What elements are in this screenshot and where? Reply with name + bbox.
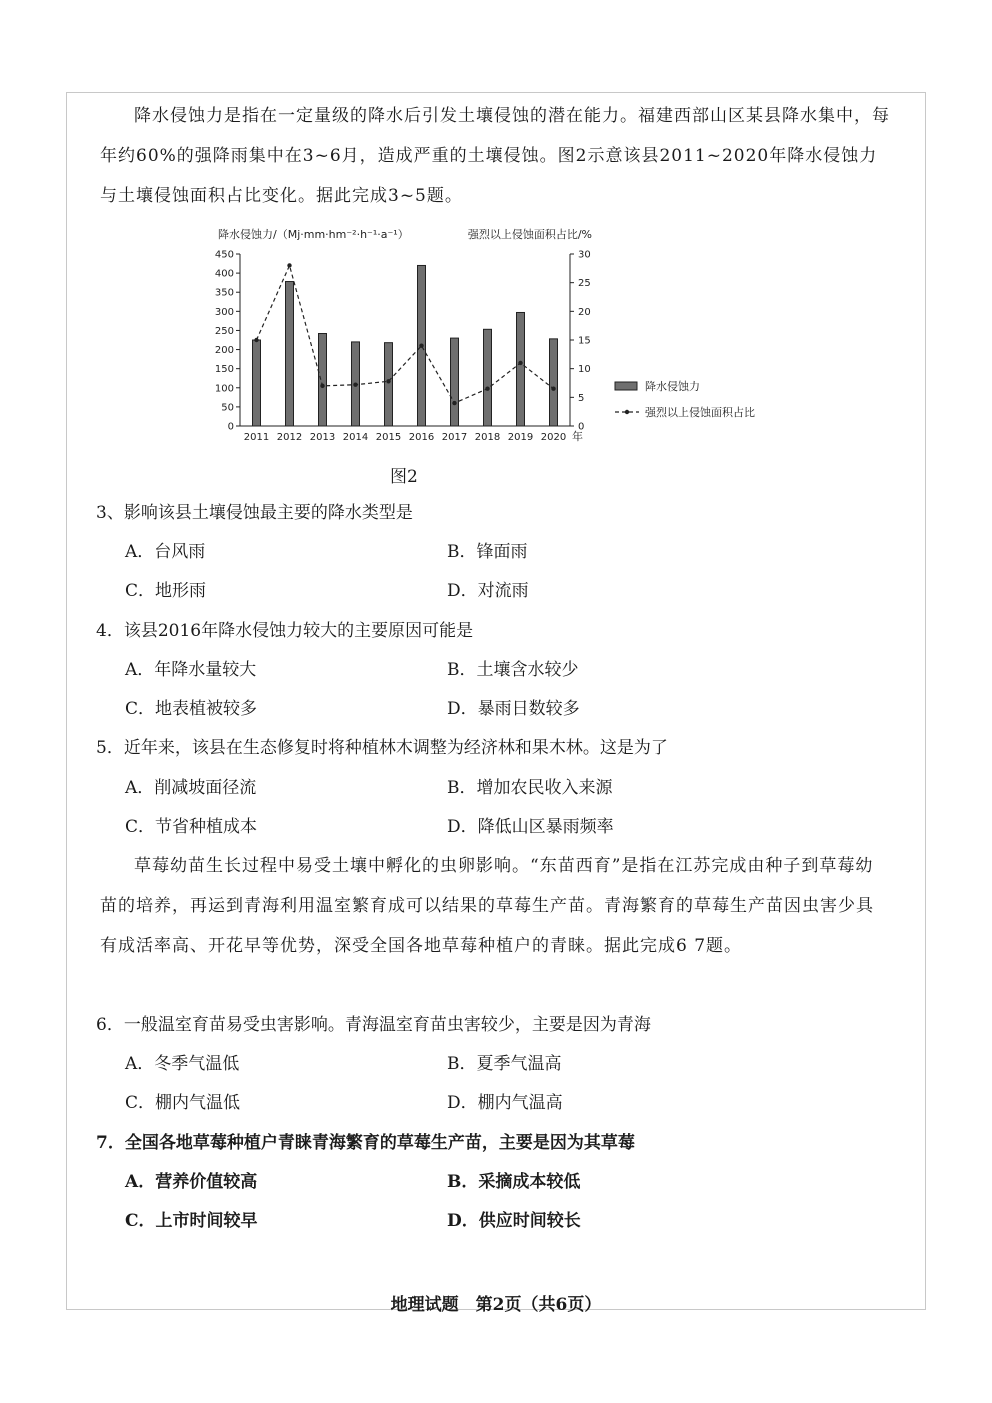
erosion-area-point-2015 — [386, 379, 390, 383]
bar-2017 — [451, 338, 459, 426]
bar-2012 — [286, 282, 294, 426]
x-tick-label: 2018 — [474, 432, 501, 443]
y-tick-label-left: 100 — [214, 383, 234, 395]
erosion-area-point-2012 — [287, 263, 291, 267]
y-tick-label-left: 150 — [214, 364, 234, 376]
question-5-option-d: D．降低山区暴雨频率 — [447, 817, 614, 837]
y-tick-label-left: 350 — [214, 287, 234, 299]
y-tick-label-right: 25 — [578, 278, 591, 290]
y-tick-label-left: 400 — [214, 268, 234, 280]
question-7-option-d: D．供应时间较长 — [447, 1211, 581, 1231]
y-tick-label-right: 10 — [578, 364, 591, 376]
erosion-area-point-2011 — [254, 338, 258, 342]
question-3-option-a: A．台风雨 — [125, 542, 206, 562]
question-4-option-d: D．暴雨日数较多 — [447, 699, 580, 719]
intro-paragraph-erosion: 降水侵蚀力是指在一定量级的降水后引发土壤侵蚀的潜在能力。福建西部山区某县降水集中，每年约60%的强降雨集中在3~6月，造成严重的土壤侵蚀。图2示意该县2011~2020年降水侵蚀力与土壤侵蚀面积占比变化。据此完成3~5题。 — [100, 106, 890, 206]
y-tick-label-left: 250 — [214, 325, 234, 337]
x-axis-unit: 年 — [572, 430, 583, 443]
y-axis-title-left: 降水侵蚀力/（Mj·mm·hm⁻²·h⁻¹·a⁻¹） — [218, 228, 409, 241]
question-6-option-b: B．夏季气温高 — [447, 1054, 562, 1074]
x-tick-label: 2013 — [309, 432, 336, 443]
erosion-area-point-2013 — [320, 384, 324, 388]
y-tick-label-left: 50 — [221, 402, 234, 414]
bar-2011 — [253, 340, 261, 426]
erosion-area-point-2019 — [518, 361, 522, 365]
erosion-area-line — [257, 265, 554, 403]
y-tick-label-left: 450 — [214, 249, 234, 261]
bar-2018 — [484, 329, 492, 426]
question-6-option-d: D．棚内气温高 — [447, 1093, 563, 1113]
bar-2019 — [517, 312, 525, 426]
question-6-stem: 6．一般温室育苗易受虫害影响。青海温室育苗虫害较少，主要是因为青海 — [96, 1015, 651, 1035]
x-tick-label: 2019 — [507, 432, 534, 443]
y-tick-label-left: 300 — [214, 306, 234, 318]
question-7-stem: 7．全国各地草莓种植户青睐青海繁育的草莓生产苗，主要是因为其草莓 — [96, 1133, 635, 1153]
question-4-option-c: C．地表植被较多 — [125, 699, 258, 719]
page-footer: 地理试题 第2页（共6页） — [390, 1295, 602, 1315]
bar-2013 — [319, 334, 327, 426]
question-4-option-a: A．年降水量较大 — [125, 660, 257, 680]
question-4-stem: 4．该县2016年降水侵蚀力较大的主要原因可能是 — [96, 621, 474, 641]
legend-bar-swatch — [615, 382, 637, 390]
question-5-option-a: A．削减坡面径流 — [125, 778, 257, 798]
legend-line-label: 强烈以上侵蚀面积占比 — [645, 406, 755, 419]
y-tick-label-left: 200 — [214, 345, 234, 357]
x-tick-label: 2017 — [441, 432, 468, 443]
question-3-option-b: B．锋面雨 — [447, 542, 528, 562]
question-6-option-c: C．棚内气温低 — [125, 1093, 241, 1113]
x-tick-label: 2016 — [408, 432, 435, 443]
y-tick-label-left: 0 — [227, 421, 234, 433]
question-7-option-a: A．营养价值较高 — [125, 1172, 258, 1192]
bar-2015 — [385, 343, 393, 426]
y-tick-label-right: 15 — [578, 335, 591, 347]
figure-caption: 图2 — [390, 467, 418, 487]
erosion-area-point-2018 — [485, 387, 489, 391]
erosion-area-point-2017 — [452, 401, 456, 405]
y-tick-label-right: 0 — [578, 421, 585, 433]
question-3-stem: 3、影响该县土壤侵蚀最主要的降水类型是 — [96, 503, 413, 523]
erosion-chart-svg — [200, 222, 800, 457]
y-axis-title-right: 强烈以上侵蚀面积占比/% — [467, 228, 592, 241]
x-tick-label: 2011 — [243, 432, 270, 443]
x-tick-label: 2014 — [342, 432, 369, 443]
x-tick-label: 2020 — [540, 432, 567, 443]
question-5-option-c: C．节省种植成本 — [125, 817, 258, 837]
x-tick-label: 2015 — [375, 432, 402, 443]
y-tick-label-right: 5 — [578, 392, 585, 404]
question-4-option-b: B．土壤含水较少 — [447, 660, 579, 680]
y-tick-label-right: 30 — [578, 249, 591, 261]
y-tick-label-right: 20 — [578, 306, 591, 318]
question-7-option-c: C．上市时间较早 — [125, 1211, 258, 1231]
question-3-option-c: C．地形雨 — [125, 581, 207, 601]
intro-paragraph-strawberry: 草莓幼苗生长过程中易受土壤中孵化的虫卵影响。“东苗西育”是指在江苏完成由种子到草莓幼苗的培养，再运到青海利用温室繁育成可以结果的草莓生产苗。青海繁育的草莓生产苗因虫害少具有成活率高、开花早等优势，深受全国各地草莓种植户的青睐。据此完成6 7题。 — [100, 856, 874, 956]
erosion-area-point-2016 — [419, 344, 423, 348]
question-3-option-d: D．对流雨 — [447, 581, 529, 601]
question-5-option-b: B．增加农民收入来源 — [447, 778, 613, 798]
erosion-area-point-2020 — [551, 387, 555, 391]
legend-bar-label: 降水侵蚀力 — [645, 380, 700, 393]
question-5-stem: 5．近年来，该县在生态修复时将种植林木调整为经济林和果木林。这是为了 — [96, 738, 668, 758]
question-7-option-b: B．采摘成本较低 — [447, 1172, 581, 1192]
figure-2-chart — [200, 222, 800, 457]
bar-2020 — [550, 339, 558, 426]
erosion-area-point-2014 — [353, 383, 357, 387]
x-tick-label: 2012 — [276, 432, 303, 443]
question-6-option-a: A．冬季气温低 — [125, 1054, 240, 1074]
legend-line-marker — [625, 410, 629, 414]
